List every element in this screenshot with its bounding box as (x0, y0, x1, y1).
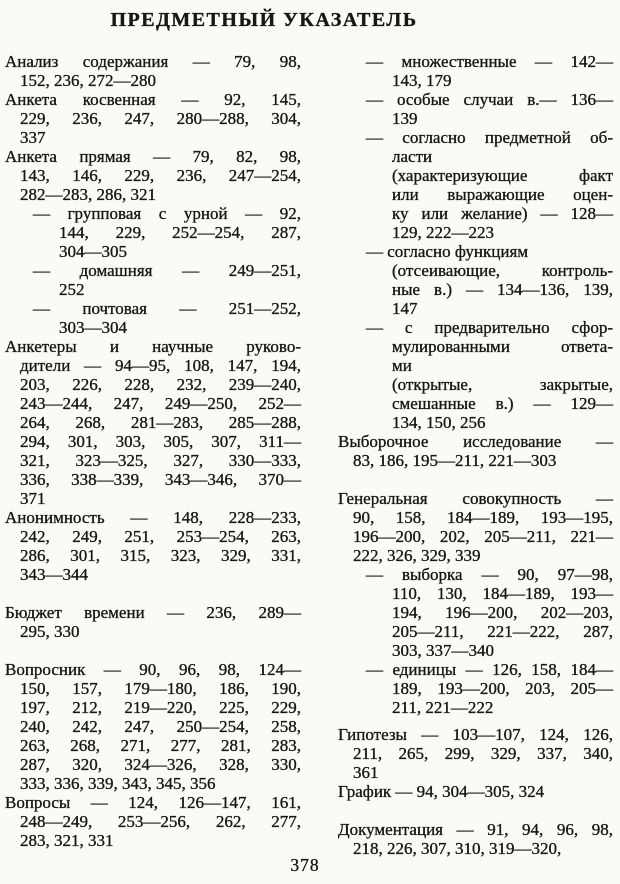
entry-line: ми (392, 356, 412, 375)
page-number: 378 (290, 855, 320, 875)
entry-line: 286, 301, 315, 323, 329, 331, (20, 546, 301, 565)
entry-line: 283, 321, 331 (20, 831, 114, 850)
index-entry (338, 725, 613, 782)
entry-line: 144, 229, 252—254, 287, (59, 223, 301, 242)
entry-line: ные в.) — 134—136, 139, (392, 280, 613, 299)
entry-line: 229, 236, 247, 280—288, 304, (20, 109, 301, 128)
index-entry (5, 299, 301, 337)
index-entry (5, 204, 301, 261)
entry-line: Анкета косвенная — 92, 145, (5, 90, 301, 109)
index-entry (5, 261, 301, 299)
entry-line: 197, 212, 219—220, 225, 229, (20, 698, 301, 717)
entry-line: — единицы — 126, 158, 184— (366, 660, 613, 679)
entry-line: Бюджет времени — 236, 289— (5, 603, 301, 622)
entry-line: — согласно функциям (366, 242, 529, 261)
entry-line: мулированными ответа- (392, 337, 613, 356)
index-entry (5, 147, 301, 204)
entry-line: 303—304 (59, 318, 127, 337)
index-entry (338, 242, 613, 318)
entry-line: 252 (59, 280, 85, 299)
entry-line: 333, 336, 339, 343, 345, 356 (20, 774, 216, 793)
entry-line: 194, 196—200, 202—203, (392, 603, 613, 622)
entry-line: Вопросы — 124, 126—147, 161, (5, 793, 301, 812)
entry-line: 83, 186, 195—211, 221—303 (353, 451, 557, 470)
entry-line: смешанные в.) — 129— (392, 394, 613, 413)
entry-line: 243—244, 247, 249—250, 252— (20, 394, 301, 413)
entry-line: 295, 330 (20, 622, 80, 641)
index-entry (338, 782, 613, 801)
entry-line: 90, 158, 184—189, 193—195, (353, 508, 613, 527)
entry-line: 303, 337—340 (392, 641, 494, 660)
index-entry (338, 128, 613, 242)
entry-line: Анкета прямая — 79, 82, 98, (5, 147, 301, 166)
entry-line: Документация — 91, 94, 96, 98, (338, 820, 613, 839)
entry-line: 196—200, 202, 205—211, 221— (353, 527, 613, 546)
entry-line: 152, 236, 272—280 (20, 71, 156, 90)
entry-line: 371 (20, 489, 46, 508)
entry-line: 248—249, 253—256, 262, 277, (20, 812, 301, 831)
entry-line: 203, 226, 228, 232, 239—240, (20, 375, 301, 394)
index-entry (338, 565, 613, 660)
entry-line: Анкетеры и научные руково- (5, 337, 301, 356)
entry-line: — множественные — 142— (366, 52, 613, 71)
entry-line: — согласно предметной об- (366, 128, 613, 147)
page-title: ПРЕДМЕТНЫЙ УКАЗАТЕЛЬ (110, 9, 418, 31)
entry-line: 139 (392, 109, 418, 128)
entry-line: 211, 221—222 (392, 698, 494, 717)
index-entry (5, 508, 301, 584)
entry-line: 147 (392, 299, 418, 318)
entry-line: 205—211, 221—222, 287, (392, 622, 613, 641)
entry-line: — с предварительно сфор- (366, 318, 613, 337)
entry-line: (отсеивающие, контроль- (392, 261, 613, 280)
index-entry (338, 432, 613, 470)
entry-line: 150, 157, 179—180, 186, 190, (20, 679, 301, 698)
entry-line: 287, 320, 324—326, 328, 330, (20, 755, 301, 774)
entry-line: — групповая с урной — 92, (33, 204, 301, 223)
index-column-right (338, 52, 613, 858)
entry-line: 218, 226, 307, 310, 319—320, (353, 839, 562, 858)
index-entry (338, 52, 613, 90)
entry-line: Вопросник — 90, 96, 98, 124— (5, 660, 301, 679)
entry-line: 134, 150, 256 (392, 413, 486, 432)
index-entry (5, 793, 301, 850)
entry-line: — почтовая — 251—252, (33, 299, 301, 318)
entry-line: Анонимность — 148, 228—233, (5, 508, 301, 527)
entry-line: 264, 268, 281—283, 285—288, (20, 413, 301, 432)
entry-line: — выборка — 90, 97—98, (366, 565, 613, 584)
index-entry (338, 489, 613, 565)
entry-line: 336, 338—339, 343—346, 370— (20, 470, 301, 489)
entry-line: дители — 94—95, 108, 147, 194, (20, 356, 301, 375)
index-entry (5, 52, 301, 90)
entry-line: Генеральная совокупность — (338, 489, 613, 508)
index-entry (5, 603, 301, 641)
entry-line: ку или желание) — 128— (392, 204, 613, 223)
index-columns (5, 52, 613, 858)
entry-line: 337 (20, 128, 46, 147)
index-entry (338, 318, 613, 432)
index-entry (5, 90, 301, 147)
entry-line: или выражающие оцен- (392, 185, 613, 204)
entry-line: ласти (392, 147, 433, 166)
index-entry (5, 337, 301, 508)
index-entry (338, 820, 613, 858)
entry-line: (характеризующие факт (392, 166, 613, 185)
entry-line: 129, 222—223 (392, 223, 494, 242)
entry-line: 282—283, 286, 321 (20, 185, 156, 204)
entry-line: Гипотезы — 103—107, 124, 126, (338, 725, 613, 744)
entry-line: (открытые, закрытые, (392, 375, 613, 394)
entry-line: 242, 249, 251, 253—254, 263, (20, 527, 301, 546)
entry-line: 263, 268, 271, 277, 281, 283, (20, 736, 301, 755)
entry-line: 240, 242, 247, 250—254, 258, (20, 717, 301, 736)
index-column-left (5, 52, 301, 858)
index-entry (338, 660, 613, 717)
entry-line: 189, 193—200, 203, 205— (392, 679, 613, 698)
entry-line: — особые случаи в.— 136— (366, 90, 613, 109)
entry-line: — домашняя — 249—251, (33, 261, 301, 280)
entry-line: 343—344 (20, 565, 88, 584)
entry-line: 361 (353, 763, 379, 782)
entry-line: Выборочное исследование — (338, 432, 613, 451)
entry-line: 222, 326, 329, 339 (353, 546, 481, 565)
entry-line: 110, 130, 184—189, 193— (392, 584, 613, 603)
entry-line: 211, 265, 299, 329, 337, 340, (353, 744, 613, 763)
entry-line: Анализ содержания — 79, 98, (5, 52, 301, 71)
index-entry (5, 660, 301, 793)
entry-line: 294, 301, 303, 305, 307, 311— (20, 432, 301, 451)
entry-line: 304—305 (59, 242, 127, 261)
entry-line: 143, 179 (392, 71, 452, 90)
entry-line: 143, 146, 229, 236, 247—254, (20, 166, 301, 185)
index-entry (338, 90, 613, 128)
entry-line: График — 94, 304—305, 324 (338, 782, 545, 801)
entry-line: 321, 323—325, 327, 330—333, (20, 451, 301, 470)
